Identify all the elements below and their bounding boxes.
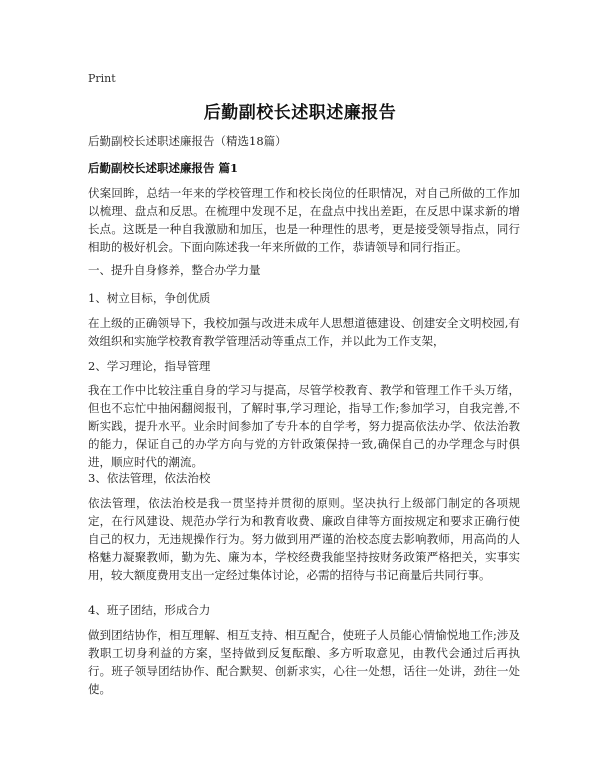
heading-item-2: 2、学习理论，指导管理 bbox=[88, 359, 211, 373]
heading-item-1: 1、树立目标，争创优质 bbox=[88, 291, 211, 305]
paragraph-item-3: 依法管理，依法治校是我一贯坚持并贯彻的原则。坚决执行上级部门制定的各项规定，在行风建设、规范办学行为和教育收费、廉政自律等方面按规定和要求正确行使自己的权力，无违规操作行为。努力做到用严谨的治校态度去影响教师，用高尚的人格魅力凝聚教师，勤为先、廉为本，学校经费我能坚持按财务政策严格把关，实事实用，较大额度费用支出一定经过集体讨论，必需的招待与书记商量后共同行事。 bbox=[88, 496, 520, 582]
intro-paragraph: 伏案回眸，总结一年来的学校管理工作和校长岗位的任职情况，对自己所做的工作加以梳理、盘点和反思。在梳理中发现不足，在盘点中找出差距，在反思中谋求新的增长点。这既是一种自我激励和加压，也是一种理性的思考，更是接受领导指点，同行相助的极好机会。下面向陈述我一年来所做的工作，恭请领导和同行指正。 bbox=[88, 186, 520, 254]
paragraph-item-4: 做到团结协作，相互理解、相互支持、相互配合，使班子人员能心情愉悦地工作;涉及教职工切身利益的方案，坚持做到反复酝酿、多方听取意见，由教代会通过后再执行。班子领导团结协作、配合默契、创新求实，心往一处想，话往一处讲，劲往一处使。 bbox=[88, 628, 520, 696]
section-heading: 后勤副校长述职述廉报告 篇1 bbox=[88, 161, 239, 175]
page-title: 后勤副校长述职述廉报告 bbox=[203, 103, 397, 123]
paragraph-item-2: 我在工作中比较注重自身的学习与提高，尽管学校教育、教学和管理工作千头万绪，但也不忘忙中抽闲翻阅报刊，了解时事,学习理论，指导工作;参加学习，自我完善,不断实践，提升水平。业余时间参加了专升本的自学考，努力提高依法办学、依法治教的能力，保证自己的办学方向与党的方针政策保持一致,确保自己的办学理念与时俱进，顺应时代的潮流。 bbox=[88, 383, 520, 469]
paragraph-item-1: 在上级的正确领导下，我校加强与改进未成年人思想道德建设、创建安全文明校园,有效组织和实施学校教育教学管理活动等重点工作，并以此为工作支架， bbox=[88, 316, 520, 348]
heading-item-4: 4、班子团结，形成合力 bbox=[88, 603, 211, 617]
heading-item-3: 3、依法管理，依法治校 bbox=[88, 471, 211, 485]
heading-part-one: 一、提升自身修养，整合办学力量 bbox=[88, 263, 261, 277]
document-subtitle: 后勤副校长述职述廉报告（精选18篇） bbox=[88, 134, 287, 148]
print-label[interactable]: Print bbox=[88, 72, 116, 85]
